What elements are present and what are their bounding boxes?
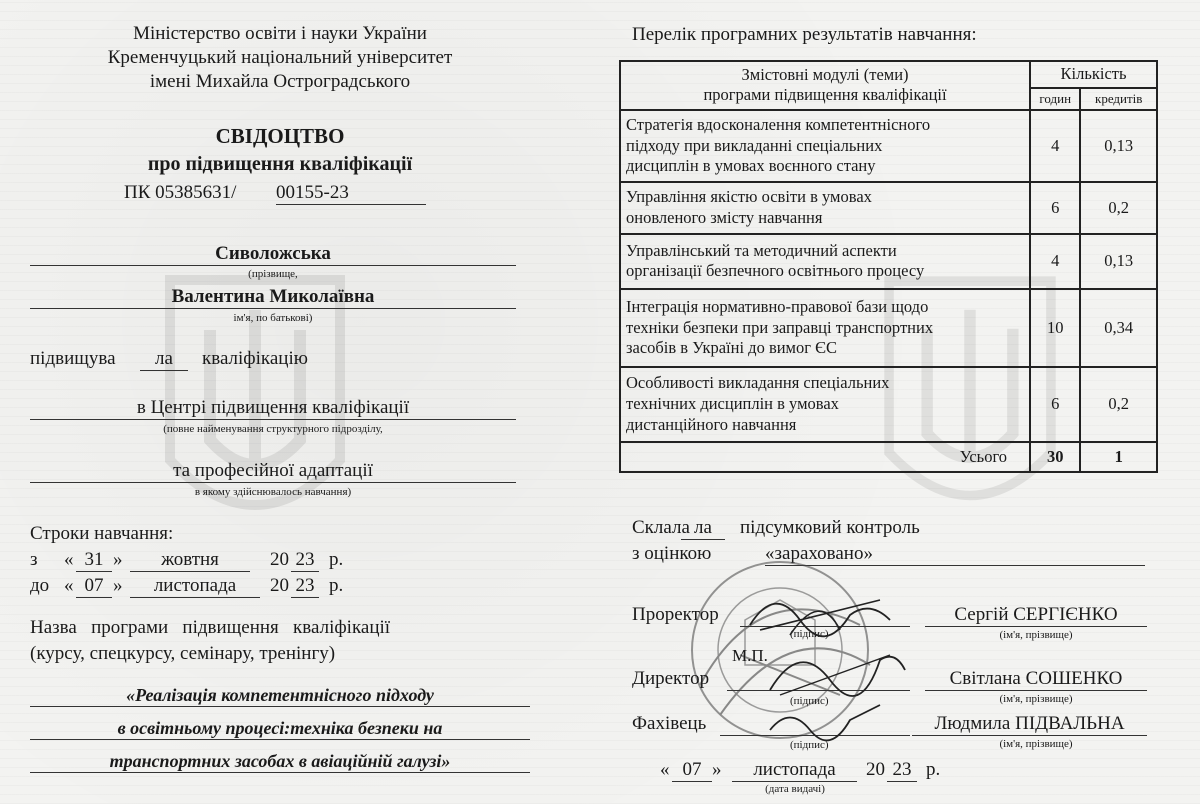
module-name: [620, 182, 1030, 234]
issue-year-suffix: р.: [926, 759, 941, 780]
module-name: [620, 367, 1030, 442]
module-name: [620, 234, 1030, 289]
director-label: Директор: [632, 668, 710, 689]
surname-caption: (прізвище,: [248, 268, 298, 280]
module-name-line: Особливості викладання спеціальних: [626, 373, 890, 393]
issue-open-quote: «: [660, 759, 670, 780]
col-modules-header-line2: програми підвищення кваліфікації: [703, 85, 947, 105]
to-prefix: до: [30, 575, 50, 596]
to-open-quote: «: [64, 575, 74, 596]
university-header: [40, 22, 520, 94]
raised-qualification-prefix: підвищува: [30, 348, 116, 369]
total-label: Усього: [620, 442, 1030, 472]
module-name-line: дистанційного навчання: [626, 414, 797, 434]
module-name-line: засобів в Україні до вимог ЄС: [626, 338, 838, 358]
issue-close-quote: »: [712, 759, 722, 780]
module-hours: 10: [1030, 289, 1080, 367]
from-prefix: з: [30, 549, 38, 570]
vice-rector-name-caption: (ім'я, прізвище): [999, 629, 1073, 641]
to-year-suffix: р.: [329, 575, 344, 596]
module-name-line: технічних дисциплін в умовах: [626, 394, 839, 414]
col-credits-header: кредитів: [1080, 88, 1157, 110]
training-unit-line2: та професійної адаптації: [30, 460, 516, 483]
module-name-line: техніки безпеки при заправці транспортних: [626, 317, 934, 337]
certificate-number-prefix: ПК 05385631/: [124, 182, 237, 203]
grade-prefix: з оцінкою: [632, 543, 712, 564]
results-title: Перелік програмних результатів навчання:: [632, 24, 977, 45]
modules-table: [619, 60, 1158, 473]
specialist-name: Людмила ПІДВАЛЬНА: [912, 713, 1147, 736]
from-month: жовтня: [130, 549, 250, 572]
module-credits: 0,13: [1080, 234, 1157, 289]
certificate-number: 00155-23: [276, 182, 426, 205]
to-close-quote: »: [113, 575, 123, 596]
module-credits: 0,13: [1080, 110, 1157, 182]
director-signature-caption: (підпис): [790, 695, 829, 707]
table-header-row: [620, 61, 1157, 88]
col-hours-header: годин: [1030, 88, 1080, 110]
name-caption: ім'я, по батькові): [233, 312, 313, 324]
module-name: [620, 289, 1030, 367]
table-row: [620, 182, 1157, 234]
module-name-line: Інтеграція нормативно-правової бази щодо: [626, 296, 929, 316]
vice-rector-name: Сергій СЕРГІЄНКО: [925, 604, 1147, 627]
person-surname: Сиволожська: [30, 243, 516, 266]
vice-rector-signature-caption: (підпис): [790, 628, 829, 640]
module-hours: 4: [1030, 110, 1080, 182]
from-open-quote: «: [64, 549, 74, 570]
ministry-name: Міністерство освіти і науки України: [133, 23, 427, 44]
module-hours: 4: [1030, 234, 1080, 289]
col-modules-header: [620, 61, 1030, 110]
module-name-line: Управління якістю освіти в умовах: [626, 187, 872, 207]
issue-date-caption: (дата видачі): [765, 783, 825, 795]
control-prefix: Склала: [632, 517, 690, 538]
from-year-prefix: 20: [270, 549, 289, 570]
grade-value: «зараховано»: [765, 543, 1145, 566]
module-name-line: дисциплін в умовах воєнного стану: [626, 156, 876, 176]
program-label-line2: (курсу, спецкурсу, семінару, тренінгу): [30, 643, 336, 664]
training-unit-caption1: (повне найменування структурного підрозділу,: [163, 423, 383, 435]
program-title-line2: в освітньому процесі:техніка безпеки на: [30, 718, 530, 740]
total-credits: 1: [1080, 442, 1157, 472]
module-credits: 0,2: [1080, 182, 1157, 234]
module-hours: 6: [1030, 367, 1080, 442]
to-year: 23: [291, 575, 319, 598]
raised-qualification-suffix: ла: [140, 348, 188, 371]
from-day: 31: [76, 549, 112, 572]
table-row: [620, 234, 1157, 289]
module-name-line: Стратегія вдосконалення компетентнісного: [626, 114, 931, 134]
training-unit-caption2: в якому здійснювалось навчання): [194, 486, 352, 498]
program-label-line1: Назва програми підвищення кваліфікації: [30, 617, 391, 638]
program-title-line3: транспортних засобах в авіаційній галузі»: [30, 751, 530, 773]
specialist-name-caption: (ім'я, прізвище): [999, 738, 1073, 750]
total-hours: 30: [1030, 442, 1080, 472]
module-name-line: Управлінський та методичний аспекти: [626, 240, 897, 260]
from-close-quote: »: [113, 549, 123, 570]
module-name-line: підходу при викладанні спеціальних: [626, 135, 883, 155]
university-name: Кременчуцький національний університет: [107, 47, 453, 68]
module-credits: 0,34: [1080, 289, 1157, 367]
module-name: [620, 110, 1030, 182]
person-name: Валентина Миколаївна: [30, 286, 516, 309]
control-suffix: ла: [681, 517, 725, 540]
issue-month: листопада: [732, 759, 857, 782]
to-year-prefix: 20: [270, 575, 289, 596]
table-row: [620, 289, 1157, 367]
raised-qualification-tail: кваліфікацію: [202, 348, 308, 369]
table-row: [620, 110, 1157, 182]
specialist-label: Фахівець: [632, 713, 707, 734]
table-total-row: [620, 442, 1157, 472]
module-name-line: організації безпечного освітнього процесу: [626, 261, 925, 281]
vice-rector-label: Проректор: [632, 604, 719, 625]
to-day: 07: [76, 575, 112, 598]
module-credits: 0,2: [1080, 367, 1157, 442]
issue-day: 07: [672, 759, 712, 782]
from-year: 23: [291, 549, 319, 572]
seal-label: М.П.: [732, 646, 768, 665]
from-year-suffix: р.: [329, 549, 344, 570]
training-terms-label: Строки навчання:: [30, 523, 174, 544]
program-title-line1: «Реалізація компетентнісного підходу: [30, 685, 530, 707]
handwritten-signatures-icon: [730, 580, 930, 750]
to-month: листопада: [130, 575, 260, 598]
col-modules-header-line1: Змістовні модулі (теми): [741, 64, 909, 84]
training-unit-line1: в Центрі підвищення кваліфікації: [30, 397, 516, 420]
module-name-line: оновленого змісту навчання: [626, 207, 823, 227]
issue-year: 23: [887, 759, 917, 782]
certificate-title: СВІДОЦТВО: [215, 124, 345, 148]
director-name: Світлана СОШЕНКО: [925, 668, 1147, 691]
control-text: підсумковий контроль: [740, 517, 920, 538]
certificate-subtitle: про підвищення кваліфікації: [147, 153, 413, 175]
university-honorific: імені Михайла Остроградського: [149, 71, 411, 92]
module-hours: 6: [1030, 182, 1080, 234]
col-quantity-header: Кількість: [1030, 61, 1157, 88]
specialist-signature-caption: (підпис): [790, 739, 829, 751]
issue-year-prefix: 20: [866, 759, 885, 780]
director-name-caption: (ім'я, прізвище): [999, 693, 1073, 705]
table-row: [620, 367, 1157, 442]
